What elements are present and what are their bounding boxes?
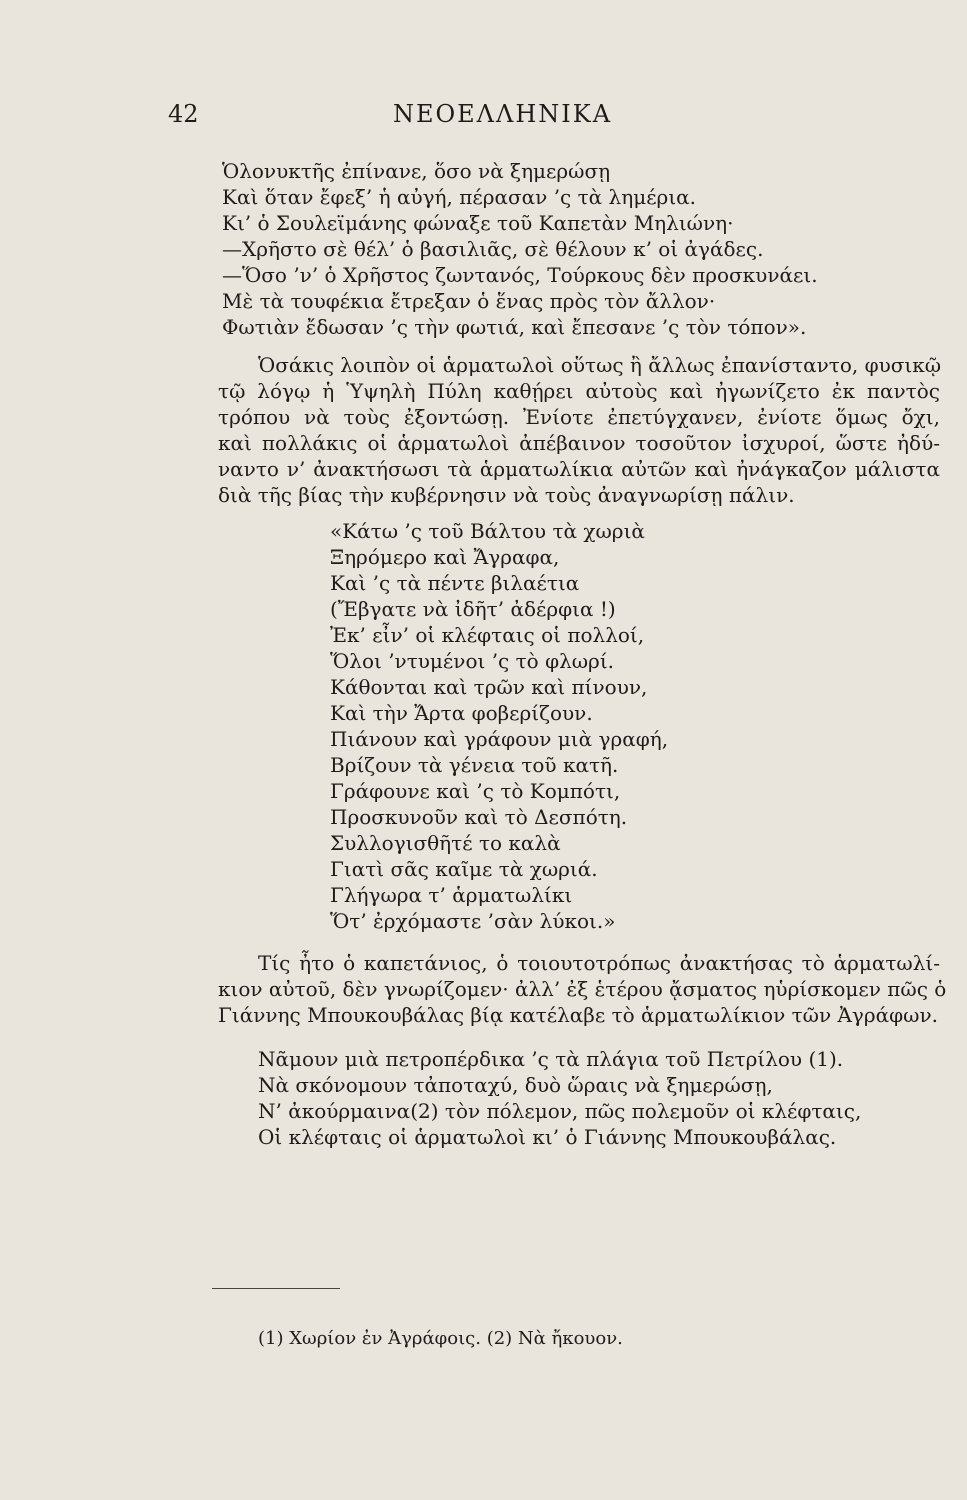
verse-line: Γλήγωρα τ’ ἁρματωλίκι <box>330 883 573 907</box>
text-line: κιον αὐτοῦ, δὲν γνωρίζομεν· ἀλλ’ ἐξ ἑτέρου ᾄσματος ηὑρίσκομεν πῶς ὁ <box>218 977 947 1001</box>
text-line: ναντο ν’ ἀνακτήσωσι τὰ ἁρματωλίκια αὐτῶν καὶ ἠνάγκαζον μάλιστα <box>218 457 940 481</box>
text-line: Γιάννης Μπουκουβάλας βίᾳ κατέλαβε τὸ ἁρματωλίκιον τῶν Ἀγράφων. <box>218 1003 938 1027</box>
page-number: 42 <box>168 100 199 128</box>
verse-line: Βρίζουν τὰ γένεια τοῦ κατῆ. <box>330 753 619 777</box>
text-line: τρόπου νὰ τοὺς ἐξοντώσῃ. Ἐνίοτε ἐπετύγχανεν, ἐνίοτε ὅμως ὄχι, <box>218 405 940 429</box>
verse-line: Ὁλονυκτῆς ἐπίνανε, ὅσο νὰ ξημερώσῃ <box>222 159 611 183</box>
verse-line: Συλλογισθῆτέ το καλὰ <box>330 831 561 855</box>
verse-line: Μὲ τὰ τουφέκια ἔτρεξαν ὁ ἕνας πρὸς τὸν ἄλλον· <box>222 289 716 313</box>
verse-line: Γιατὶ σᾶς καῖμε τὰ χωριά. <box>330 857 598 881</box>
verse-line: Πιάνουν καὶ γράφουν μιὰ γραφή, <box>330 727 669 751</box>
verse-line: Καὶ τὴν Ἄρτα φοβερίζουν. <box>330 701 593 725</box>
verse-line: Φωτιὰν ἔδωσαν ’ς τὴν φωτιά, καὶ ἔπεσανε ’ς τὸν τόπον». <box>222 315 807 339</box>
verse-line: —Χρῆστο σὲ θέλ’ ὁ βασιλιᾶς, σὲ θέλουν κ’ οἱ ἀγάδες. <box>222 237 764 261</box>
verse-line: Νὰ σκόνομουν τἀποταχύ, δυὸ ὥραις νὰ ξημερώσῃ, <box>258 1073 773 1097</box>
verse-line: Οἱ κλέφταις οἱ ἁρματωλοὶ κι’ ὁ Γιάννης Μπουκουβάλας. <box>258 1125 837 1149</box>
text-line: καὶ πολλάκις οἱ ἁρματωλοὶ ἀπέβαινον τοσοῦτον ἰσχυροί, ὥστε ἠδύ- <box>218 431 940 455</box>
verse-line: Ἐκ’ εἶν’ οἱ κλέφταις οἱ πολλοί, <box>330 623 645 647</box>
verse-line: Νᾶμουν μιὰ πετροπέρδικα ’ς τὰ πλάγια τοῦ Πετρίλου (1). <box>258 1047 844 1071</box>
text-line: Τίς ἦτο ὁ καπετάνιος, ὁ τοιουτοτρόπως ἀνακτήσας τὸ ἁρματωλί- <box>258 951 940 975</box>
verse-line: —Ὅσο ’ν’ ὁ Χρῆστος ζωντανός, Τούρκους δὲν προσκυνάει. <box>222 263 818 287</box>
verse-line: Κι’ ὁ Σουλεϊμάνης φώναξε τοῦ Καπετὰν Μηλιώνη· <box>222 211 734 235</box>
running-title: ΝΕΟΕΛΛΗΝΙΚΑ <box>392 100 613 128</box>
page-header <box>168 100 837 140</box>
verse-line: «Κάτω ’ς τοῦ Βάλτου τὰ χωριὰ <box>330 519 645 543</box>
footnote: (1) Χωρίον ἐν Ἀγράφοις. (2) Νὰ ἤκουον. <box>258 1328 623 1349</box>
verse-line: Γράφουνε καὶ ’ς τὸ Κομπότι, <box>330 779 621 803</box>
verse-line: Καὶ ὅταν ἔφεξ’ ἡ αὐγή, πέρασαν ’ς τὰ λημέρια. <box>222 185 697 209</box>
verse-line: (Ἔβγατε νὰ ἰδῆτ’ ἀδέρφια !) <box>330 597 616 621</box>
verse-line: Καὶ ’ς τὰ πέντε βιλαέτια <box>330 571 580 595</box>
footnote-divider <box>212 1288 340 1289</box>
verse-line: Προσκυνοῦν καὶ τὸ Δεσπότη. <box>330 805 628 829</box>
verse-line: Ξηρόμερο καὶ Ἄγραφα, <box>330 545 560 569</box>
verse-line: Ὅλοι ’ντυμένοι ’ς τὸ φλωρί. <box>330 649 615 673</box>
text-line: τῷ λόγῳ ἡ Ὑψηλὴ Πύλη καθῄρει αὐτοὺς καὶ ἠγωνίζετο ἐκ παντὸς <box>218 379 940 403</box>
text-line: Ὁσάκις λοιπὸν οἱ ἁρματωλοὶ οὕτως ἢ ἄλλως ἐπανίσταντο, φυσικῷ <box>258 353 942 377</box>
verse-line: Ν’ ἀκούρμαινα(2) τὸν πόλεμον, πῶς πολεμοῦν οἱ κλέφταις, <box>258 1099 862 1123</box>
verse-line: Ὅτ’ ἐρχόμαστε ’σὰν λύκοι.» <box>330 909 616 933</box>
text-line: διὰ τῆς βίας τὴν κυβέρνησιν νὰ τοὺς ἀναγνωρίσῃ πάλιν. <box>218 483 795 507</box>
verse-line: Κάθονται καὶ τρῶν καὶ πίνουν, <box>330 675 648 699</box>
